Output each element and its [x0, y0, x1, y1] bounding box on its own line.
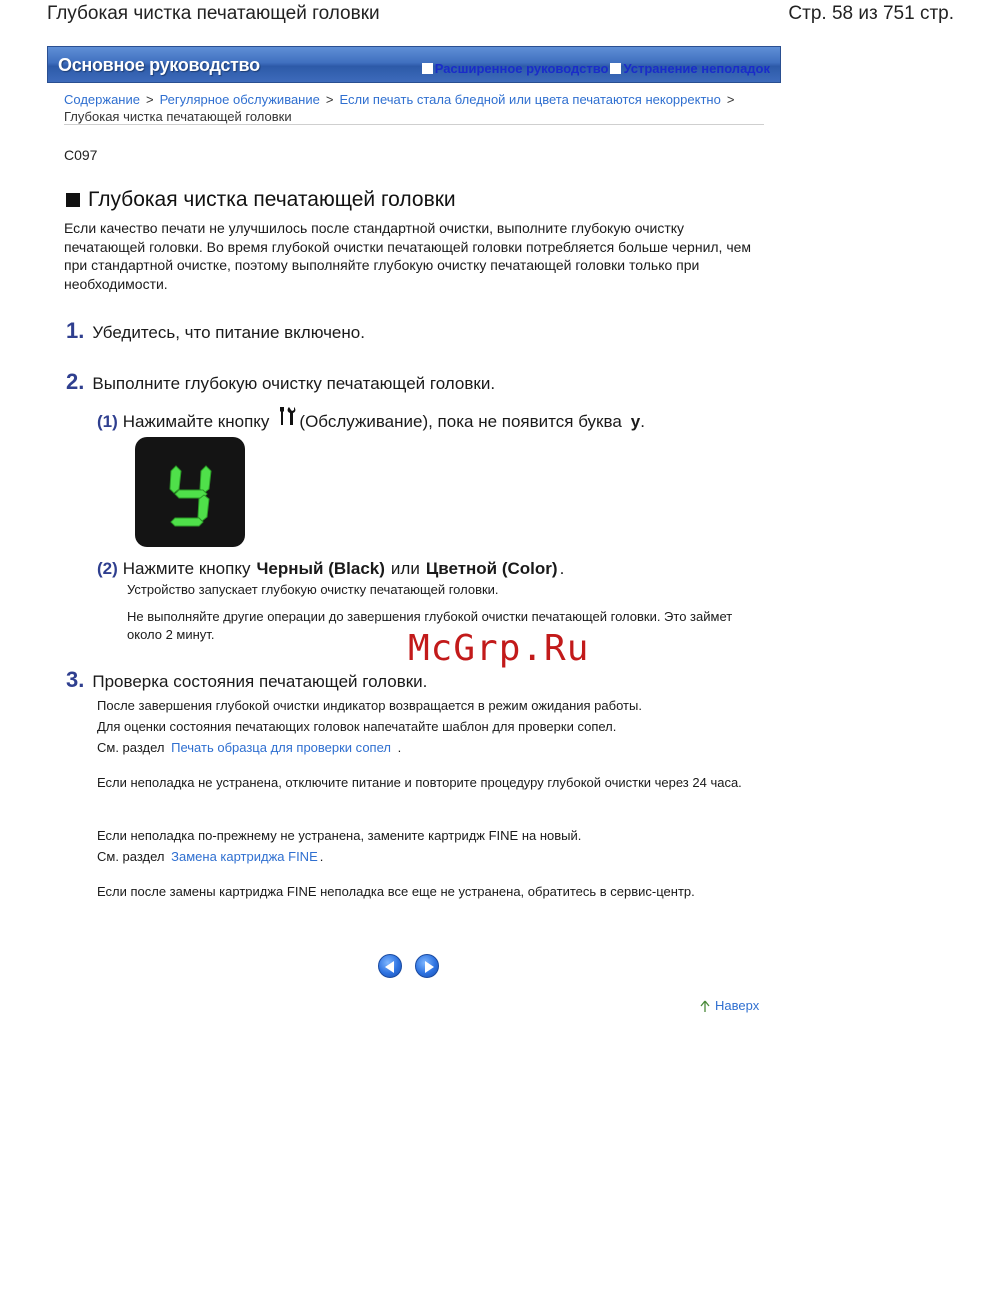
step-2 [66, 369, 495, 395]
prev-page-button[interactable] [378, 954, 402, 978]
up-arrow-icon [700, 1000, 710, 1012]
breadcrumb-faint-print[interactable]: Если печать стала бледной или цвета печатаются некорректно [339, 92, 721, 107]
period: . [397, 740, 402, 755]
breadcrumb-current: Глубокая чистка печатающей головки [64, 109, 292, 124]
breadcrumb-separator: > [325, 92, 334, 107]
maintenance-icon [277, 405, 297, 427]
letter-y: y [630, 412, 641, 431]
step-text: Убедитесь, что питание включено. [92, 323, 365, 342]
step-3-paragraph: Для оценки состояния печатающих головок напечатайте шаблон для проверки сопел. [97, 719, 617, 734]
square-bullet-icon [610, 63, 621, 74]
heading-text: Глубокая чистка печатающей головки [88, 188, 456, 211]
page-code: C097 [64, 147, 98, 163]
step-text: Проверка состояния печатающей головки. [92, 672, 428, 691]
breadcrumb [64, 91, 764, 125]
color-button-label: Цветной (Color) [425, 559, 558, 578]
lcd-segment-y [135, 437, 245, 547]
back-to-top-label[interactable]: Наверх [715, 998, 760, 1013]
black-square-icon [66, 193, 80, 207]
substep-number: (1) [97, 412, 118, 431]
step-3-paragraph: После завершения глубокой очистки индикатор возвращается в режим ожидания работы. [97, 698, 642, 713]
step-3-paragraph: Если после замены картриджа FINE неполадка все еще не устранена, обратитесь в сервис-центр. [97, 884, 695, 899]
breadcrumb-separator: > [726, 92, 735, 107]
step-text: Выполните глубокую очистку печатающей головки. [92, 374, 496, 393]
substep-number: (2) [97, 559, 118, 578]
period: . [640, 412, 645, 431]
nozzle-check-link[interactable]: Печать образца для проверки сопел [171, 740, 391, 755]
substep-text-post: (Обслуживание), пока не появится буква [299, 412, 622, 431]
substep-text-pre: Нажимайте кнопку [122, 412, 270, 431]
navbar-title[interactable]: Основное руководство [58, 55, 260, 75]
replace-cartridge-link[interactable]: Замена картриджа FINE [171, 849, 318, 864]
step-3 [66, 667, 427, 693]
square-bullet-icon [422, 63, 433, 74]
step-3-paragraph: Если неполадка не устранена, отключите питание и повторите процедуру глубокой очистки через 24 часа. [97, 775, 742, 790]
step-1 [66, 318, 365, 344]
breadcrumb-separator: > [145, 92, 154, 107]
see-label: См. раздел [97, 849, 165, 864]
step-3-paragraph: Если неполадка по-прежнему не устранена, замените картридж FINE на новый. [97, 828, 582, 843]
substep-2-note: Устройство запускает глубокую очистку печатающей головки. [127, 582, 499, 597]
lcd-display [135, 437, 245, 547]
breadcrumb-contents[interactable]: Содержание [64, 92, 140, 107]
next-page-button[interactable] [415, 954, 439, 978]
substep-text-pre: Нажмите кнопку [122, 559, 251, 578]
manual-navbar [47, 46, 781, 83]
substep-1 [97, 405, 645, 432]
page-title-header: Глубокая чистка печатающей головки [47, 3, 380, 24]
prev-arrow-icon [379, 955, 403, 979]
intro-paragraph: Если качество печати не улучшилось после стандартной очистки, выполните глубокую очистку печатающей головки. Во время глубокой очистки печатающей головки потребляется больше чернил, чем при стандартной очистке, поэтому выполняйте глубокую очистку печатающей головки только при необходимости. [64, 220, 752, 292]
see-section-cartridge [97, 848, 757, 866]
or-word: или [390, 559, 420, 578]
period: . [559, 559, 565, 578]
watermark: McGrp.Ru [408, 628, 590, 669]
step-number: 1. [66, 318, 85, 343]
troubleshooting-link[interactable]: Устранение неполадок [623, 61, 770, 76]
see-label: См. раздел [97, 740, 165, 755]
substep-2 [97, 559, 564, 579]
page-counter: Стр. 58 из 751 стр. [788, 3, 954, 24]
divider [64, 124, 764, 125]
black-button-label: Черный (Black) [256, 559, 385, 578]
next-arrow-icon [416, 955, 440, 979]
substep-2-warning: Не выполняйте другие операции до завершения глубокой очистки печатающей головки. Это займет около 2 минут. [127, 609, 733, 642]
breadcrumb-maintenance[interactable]: Регулярное обслуживание [159, 92, 320, 107]
step-number: 3. [66, 667, 85, 692]
period: . [319, 849, 324, 864]
navbar-links [422, 61, 770, 76]
advanced-guide-link[interactable]: Расширенное руководство [434, 61, 609, 76]
see-section-nozzle [97, 739, 757, 757]
step-number: 2. [66, 369, 85, 394]
section-heading [66, 188, 456, 212]
back-to-top-link[interactable] [700, 998, 759, 1013]
